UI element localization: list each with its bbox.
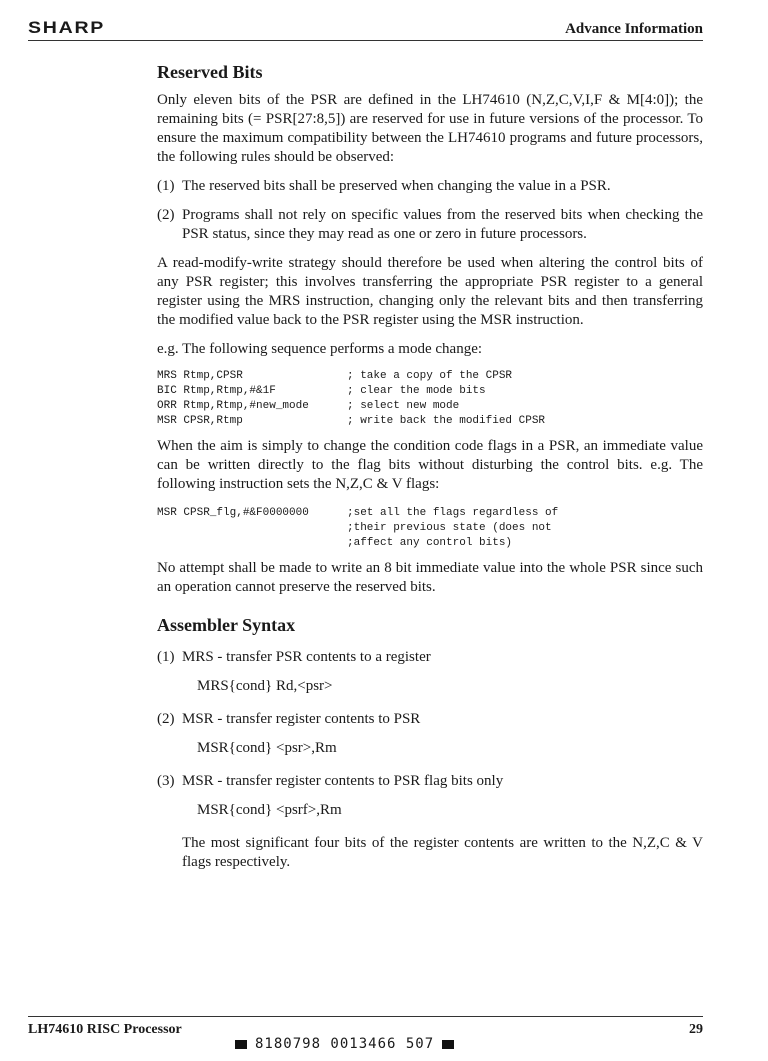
syntax-form: MRS{cond} Rd,<psr> [197,678,333,694]
code-block-set-flags [157,506,703,551]
footer-divider [28,1016,703,1017]
code-instruction: ORR Rtmp,Rtmp,#new_mode [157,400,309,412]
syntax-note: The most significant four bits of the register contents are written to the N,Z,C & V flags respectively. [182,835,703,870]
syntax-description: MSR - transfer register contents to PSR [182,711,421,727]
code-instruction: BIC Rtmp,Rtmp,#&1F [157,385,276,397]
syntax-item [157,710,703,729]
code-line [157,521,703,536]
header-divider [28,40,703,41]
syntax-item [157,772,703,791]
code-line [157,369,703,384]
code-line [157,384,703,399]
code-comment: ; take a copy of the CPSR [347,370,513,382]
syntax-description: MSR - transfer register contents to PSR flag bits only [182,773,504,789]
syntax-number: (3) [157,773,175,789]
section-title-reserved-bits: Reserved Bits [157,62,263,82]
code-comment: ; clear the mode bits [347,385,486,397]
paragraph: A read-modify-write strategy should therefore be used when altering the control bits of any PSR register; this involves transferring the appropriate PSR register to a general register using the MRS instruction, changing only the relevant bits and then transferring the modified value back to the PSR register using the MSR instruction. [157,255,703,328]
rule-number: (2) [157,207,175,223]
section-title-assembler-syntax: Assembler Syntax [157,615,296,635]
header-label: Advance Information [565,21,703,37]
rule-text: Programs shall not rely on specific values from the reserved bits when checking the PSR status, since they may read as one or zero in future processors. [182,207,703,242]
rule-item [157,206,703,244]
syntax-form: MSR{cond} <psrf>,Rm [197,802,342,818]
code-comment: ; write back the modified CPSR [347,415,546,427]
print-code [235,1036,454,1052]
print-mark [235,1040,247,1049]
print-mark [442,1040,454,1049]
code-line [157,399,703,414]
rule-number: (1) [157,178,175,194]
print-code-text: 8180798 0013466 507 [255,1036,435,1052]
rule-text: The reserved bits shall be preserved when changing the value in a PSR. [182,178,611,194]
page-number: 29 [689,1022,703,1037]
code-instruction: MSR CPSR_flg,#&F0000000 [157,507,309,519]
syntax-item [157,648,703,667]
paragraph: When the aim is simply to change the condition code flags in a PSR, an immediate value can be written directly to the flag bits without disturbing the control bits. e.g. The following instruction sets the N,Z,C & V flags: [157,438,703,492]
footer-product-name: LH74610 RISC Processor [28,1022,182,1037]
code-instruction: MSR CPSR,Rtmp [157,415,243,427]
syntax-number: (1) [157,649,175,665]
code-line [157,414,703,429]
code-line [157,536,703,551]
code-comment: ;set all the flags regardless of [347,507,559,519]
code-instruction [157,536,347,551]
code-block-mode-change [157,369,703,429]
code-instruction: MRS Rtmp,CPSR [157,370,243,382]
code-comment: ;their previous state (does not [347,522,552,534]
code-comment: ;affect any control bits) [347,537,513,549]
rule-item [157,177,703,196]
page-content [157,62,703,872]
code-comment: ; select new mode [347,400,460,412]
syntax-form: MSR{cond} <psr>,Rm [197,740,337,756]
syntax-number: (2) [157,711,175,727]
paragraph: No attempt shall be made to write an 8 bit immediate value into the whole PSR since such an operation cannot preserve the reserved bits. [157,560,703,595]
syntax-description: MRS - transfer PSR contents to a register [182,649,431,665]
paragraph: e.g. The following sequence performs a mode change: [157,341,483,357]
sharp-logo: SHARP [28,18,106,37]
paragraph: Only eleven bits of the PSR are defined in the LH74610 (N,Z,C,V,I,F & M[4:0]); the remaining bits (= PSR[27:8,5]) are reserved for use in future versions of the processor. To ensure the maximum compatibility between the LH74610 programs and future processors, the following rules should be observed: [157,92,703,165]
code-line [157,506,703,521]
code-instruction [157,521,347,536]
